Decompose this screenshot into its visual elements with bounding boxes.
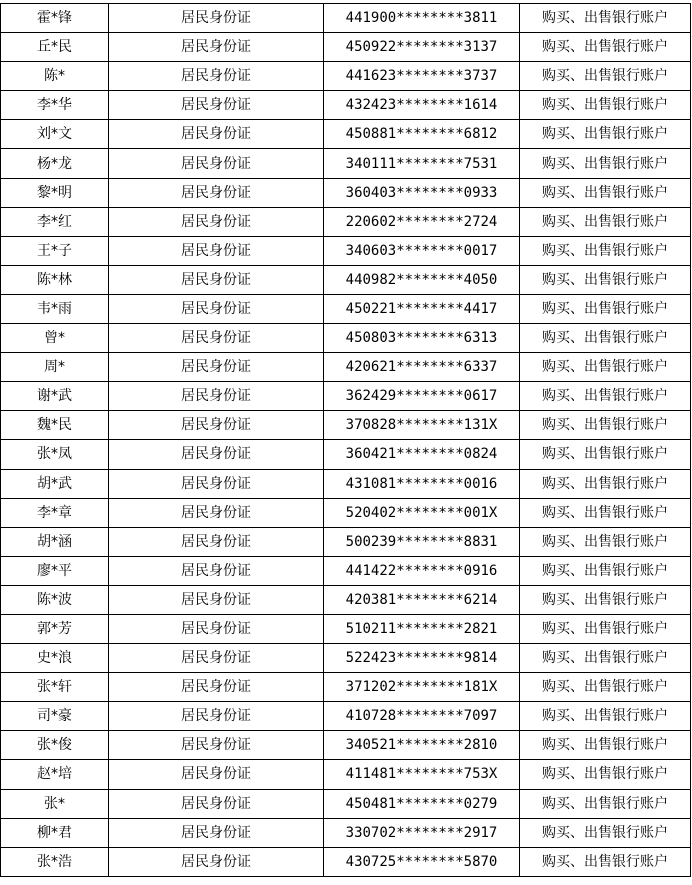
id-number-cell: 340111********7531: [324, 149, 520, 178]
table-row: [1, 324, 691, 353]
document-type-cell: 居民身份证: [109, 847, 324, 876]
table-row: [1, 62, 691, 91]
behavior-cell: 购买、出售银行账户: [520, 673, 691, 702]
behavior-cell: 购买、出售银行账户: [520, 847, 691, 876]
name-cell: 张*轩: [1, 673, 109, 702]
behavior-cell: 购买、出售银行账户: [520, 731, 691, 760]
id-number-cell: 450803********6313: [324, 324, 520, 353]
table-row: [1, 440, 691, 469]
name-cell: 陈*林: [1, 265, 109, 294]
name-cell: 张*凤: [1, 440, 109, 469]
name-cell: 刘*文: [1, 120, 109, 149]
behavior-cell: 购买、出售银行账户: [520, 818, 691, 847]
table-row: [1, 673, 691, 702]
document-type-cell: 居民身份证: [109, 411, 324, 440]
behavior-cell: 购买、出售银行账户: [520, 440, 691, 469]
id-number-cell: 330702********2917: [324, 818, 520, 847]
id-number-cell: 441900********3811: [324, 4, 520, 33]
table-row: [1, 265, 691, 294]
behavior-cell: 购买、出售银行账户: [520, 294, 691, 323]
behavior-cell: 购买、出售银行账户: [520, 789, 691, 818]
behavior-cell: 购买、出售银行账户: [520, 527, 691, 556]
behavior-cell: 购买、出售银行账户: [520, 4, 691, 33]
behavior-cell: 购买、出售银行账户: [520, 411, 691, 440]
name-cell: 柳*君: [1, 818, 109, 847]
document-type-cell: 居民身份证: [109, 353, 324, 382]
table-row: [1, 91, 691, 120]
name-cell: 韦*雨: [1, 294, 109, 323]
behavior-cell: 购买、出售银行账户: [520, 178, 691, 207]
behavior-cell: 购买、出售银行账户: [520, 33, 691, 62]
id-number-cell: 340521********2810: [324, 731, 520, 760]
behavior-cell: 购买、出售银行账户: [520, 556, 691, 585]
name-cell: 杨*龙: [1, 149, 109, 178]
table-row: [1, 207, 691, 236]
document-type-cell: 居民身份证: [109, 644, 324, 673]
document-type-cell: 居民身份证: [109, 33, 324, 62]
id-number-cell: 510211********2821: [324, 614, 520, 643]
document-type-cell: 居民身份证: [109, 818, 324, 847]
name-cell: 李*章: [1, 498, 109, 527]
name-cell: 赵*培: [1, 760, 109, 789]
behavior-cell: 购买、出售银行账户: [520, 585, 691, 614]
name-cell: 陈*波: [1, 585, 109, 614]
document-type-cell: 居民身份证: [109, 62, 324, 91]
id-number-cell: 431081********0016: [324, 469, 520, 498]
records-table-body: [1, 4, 691, 877]
id-number-cell: 432423********1614: [324, 91, 520, 120]
table-row: [1, 760, 691, 789]
name-cell: 霍*锋: [1, 4, 109, 33]
id-number-cell: 360403********0933: [324, 178, 520, 207]
table-row: [1, 585, 691, 614]
name-cell: 张*浩: [1, 847, 109, 876]
document-type-cell: 居民身份证: [109, 4, 324, 33]
id-number-cell: 450221********4417: [324, 294, 520, 323]
table-row: [1, 498, 691, 527]
name-cell: 胡*武: [1, 469, 109, 498]
name-cell: 魏*民: [1, 411, 109, 440]
document-type-cell: 居民身份证: [109, 236, 324, 265]
name-cell: 张*俊: [1, 731, 109, 760]
behavior-cell: 购买、出售银行账户: [520, 382, 691, 411]
document-type-cell: 居民身份证: [109, 207, 324, 236]
table-row: [1, 731, 691, 760]
behavior-cell: 购买、出售银行账户: [520, 469, 691, 498]
document-type-cell: 居民身份证: [109, 178, 324, 207]
table-row: [1, 702, 691, 731]
document-type-cell: 居民身份证: [109, 702, 324, 731]
name-cell: 郭*芳: [1, 614, 109, 643]
table-row: [1, 33, 691, 62]
behavior-cell: 购买、出售银行账户: [520, 702, 691, 731]
name-cell: 李*红: [1, 207, 109, 236]
table-row: [1, 411, 691, 440]
table-row: [1, 556, 691, 585]
behavior-cell: 购买、出售银行账户: [520, 614, 691, 643]
name-cell: 丘*民: [1, 33, 109, 62]
table-row: [1, 614, 691, 643]
table-row: [1, 644, 691, 673]
name-cell: 司*豪: [1, 702, 109, 731]
id-number-cell: 220602********2724: [324, 207, 520, 236]
name-cell: 李*华: [1, 91, 109, 120]
document-type-cell: 居民身份证: [109, 469, 324, 498]
document-type-cell: 居民身份证: [109, 294, 324, 323]
name-cell: 史*浪: [1, 644, 109, 673]
id-number-cell: 500239********8831: [324, 527, 520, 556]
table-row: [1, 789, 691, 818]
document-type-cell: 居民身份证: [109, 673, 324, 702]
table-row: [1, 178, 691, 207]
table-row: [1, 353, 691, 382]
document-type-cell: 居民身份证: [109, 731, 324, 760]
table-row: [1, 382, 691, 411]
name-cell: 陈*: [1, 62, 109, 91]
name-cell: 胡*涵: [1, 527, 109, 556]
behavior-cell: 购买、出售银行账户: [520, 324, 691, 353]
table-row: [1, 149, 691, 178]
document-type-cell: 居民身份证: [109, 324, 324, 353]
table-row: [1, 120, 691, 149]
records-table: [0, 3, 691, 877]
id-number-cell: 370828********131X: [324, 411, 520, 440]
behavior-cell: 购买、出售银行账户: [520, 760, 691, 789]
name-cell: 王*子: [1, 236, 109, 265]
id-number-cell: 371202********181X: [324, 673, 520, 702]
table-row: [1, 847, 691, 876]
table-row: [1, 527, 691, 556]
document-type-cell: 居民身份证: [109, 585, 324, 614]
behavior-cell: 购买、出售银行账户: [520, 62, 691, 91]
document-type-cell: 居民身份证: [109, 614, 324, 643]
id-number-cell: 420621********6337: [324, 353, 520, 382]
document-type-cell: 居民身份证: [109, 382, 324, 411]
behavior-cell: 购买、出售银行账户: [520, 265, 691, 294]
name-cell: 廖*平: [1, 556, 109, 585]
behavior-cell: 购买、出售银行账户: [520, 91, 691, 120]
id-number-cell: 522423********9814: [324, 644, 520, 673]
behavior-cell: 购买、出售银行账户: [520, 644, 691, 673]
id-number-cell: 441422********0916: [324, 556, 520, 585]
id-number-cell: 441623********3737: [324, 62, 520, 91]
id-number-cell: 410728********7097: [324, 702, 520, 731]
behavior-cell: 购买、出售银行账户: [520, 149, 691, 178]
document-type-cell: 居民身份证: [109, 120, 324, 149]
document-type-cell: 居民身份证: [109, 760, 324, 789]
name-cell: 周*: [1, 353, 109, 382]
table-row: [1, 236, 691, 265]
id-number-cell: 520402********001X: [324, 498, 520, 527]
name-cell: 曾*: [1, 324, 109, 353]
id-number-cell: 440982********4050: [324, 265, 520, 294]
behavior-cell: 购买、出售银行账户: [520, 236, 691, 265]
id-number-cell: 450881********6812: [324, 120, 520, 149]
name-cell: 谢*武: [1, 382, 109, 411]
name-cell: 黎*明: [1, 178, 109, 207]
name-cell: 张*: [1, 789, 109, 818]
table-row: [1, 818, 691, 847]
document-type-cell: 居民身份证: [109, 440, 324, 469]
behavior-cell: 购买、出售银行账户: [520, 353, 691, 382]
id-number-cell: 360421********0824: [324, 440, 520, 469]
document-type-cell: 居民身份证: [109, 556, 324, 585]
id-number-cell: 450481********0279: [324, 789, 520, 818]
document-type-cell: 居民身份证: [109, 265, 324, 294]
table-row: [1, 469, 691, 498]
document-type-cell: 居民身份证: [109, 149, 324, 178]
id-number-cell: 340603********0017: [324, 236, 520, 265]
table-row: [1, 294, 691, 323]
behavior-cell: 购买、出售银行账户: [520, 207, 691, 236]
id-number-cell: 450922********3137: [324, 33, 520, 62]
table-row: [1, 4, 691, 33]
document-type-cell: 居民身份证: [109, 789, 324, 818]
document-type-cell: 居民身份证: [109, 527, 324, 556]
id-number-cell: 430725********5870: [324, 847, 520, 876]
id-number-cell: 411481********753X: [324, 760, 520, 789]
id-number-cell: 362429********0617: [324, 382, 520, 411]
id-number-cell: 420381********6214: [324, 585, 520, 614]
behavior-cell: 购买、出售银行账户: [520, 120, 691, 149]
document-type-cell: 居民身份证: [109, 498, 324, 527]
behavior-cell: 购买、出售银行账户: [520, 498, 691, 527]
document-type-cell: 居民身份证: [109, 91, 324, 120]
